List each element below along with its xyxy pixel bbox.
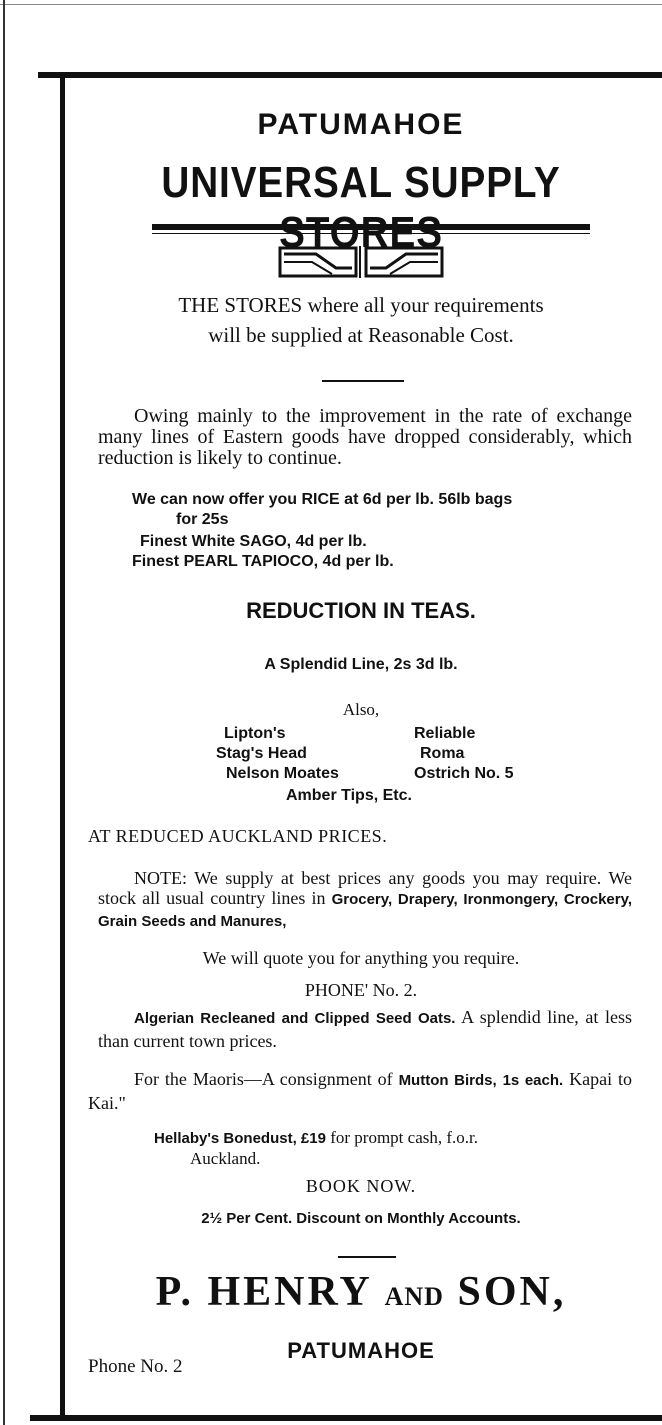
teas-splendid-line: A Splendid Line, 2s 3d lb. [264,656,458,673]
title-underline-thin [152,233,590,234]
offer-rice-cont: for 25s [176,511,229,528]
footer-place: PATUMAHOE [287,1338,435,1363]
header-place: PATUMAHOE [257,108,465,141]
brand-roma: Roma [420,745,465,762]
algerian-oats-paragraph [98,1006,632,1052]
note-bold-lines: Grocery, Drapery, Ironmongery, Crockery, Grain Seeds and Manures, [98,891,633,930]
offer-rice: We can now offer you RICE at 6d per lb. 56lb bags [132,491,513,508]
brand-stags-head: Stag's Head [216,745,307,762]
book-now: BOOK NOW. [305,1176,417,1196]
firm-name [68,1268,654,1316]
advert-left-border [60,78,65,1416]
brand-nelson-moates: Nelson Moates [226,765,339,782]
hellaby-line-2: Auckland. [190,1149,261,1168]
discount-line: 2½ Per Cent. Discount on Monthly Accounts. [201,1210,521,1227]
section-divider [322,380,404,382]
advert-bottom-border [30,1415,662,1421]
offer-tapioco: Finest PEARL TAPIOCO, 4d per lb. [132,553,394,570]
maoris-paragraph [88,1068,632,1114]
teas-heading: REDUCTION IN TEAS. [246,598,476,623]
firm-name-and: AND [384,1282,444,1311]
advert-top-border [38,72,662,78]
tagline-line-1: THE STORES where all your requirements [178,293,544,317]
quote-line: We will quote you for anything you require. [202,948,520,968]
brand-reliable: Reliable [414,725,476,742]
algerian-rest: A splendid line, at less than current town prices. [98,1007,633,1051]
brand-amber-tips: Amber Tips, Etc. [286,787,412,804]
store-name: UNIVERSAL SUPPLY [161,158,561,207]
maoris-lead: For the Maoris—A consignment of [134,1069,393,1089]
firm-name-p-henry: P. HENRY [155,1269,372,1315]
brand-liptons: Lipton's [224,725,286,742]
footer-phone: Phone No. 2 [88,1356,183,1377]
phone-line: PHONE' No. 2. [304,980,418,1000]
note-text: NOTE: We supply at best prices any goods you may require. We stock all usual country lines in [98,868,632,908]
reduced-prices: AT REDUCED AUCKLAND PRICES. [88,826,388,846]
page-left-edge [3,0,5,1425]
tagline [68,290,654,350]
page-top-edge [0,4,662,5]
hellaby-paragraph [154,1128,604,1169]
brand-ostrich: Ostrich No. 5 [414,765,514,782]
algerian-bold: Algerian Recleaned and Clipped Seed Oats. [134,1010,456,1027]
maoris-bold-2: 1s each. [502,1072,564,1089]
intro-paragraph: Owing mainly to the improvement in the rate of exchange many lines of Eastern goods have dropped considerably, which reduction is likely to continue. [98,405,632,469]
firm-name-son: SON, [457,1269,567,1315]
tagline-line-2: will be supplied at Reasonable Cost. [208,323,514,347]
title-underline [152,224,590,230]
footer-divider [338,1256,396,1258]
store-logo-icon [276,244,446,280]
note-paragraph [98,868,632,932]
maoris-bold-1: Mutton Birds, [398,1072,497,1089]
maoris-tail: Kapai to Kai." [88,1069,633,1113]
offer-sago: Finest White SAGO, 4d per lb. [140,533,367,550]
hellaby-rest: for prompt cash, f.o.r. [330,1128,478,1147]
teas-also: Also, [342,700,380,719]
hellaby-bold: Hellaby's Bonedust, £19 [154,1130,326,1147]
